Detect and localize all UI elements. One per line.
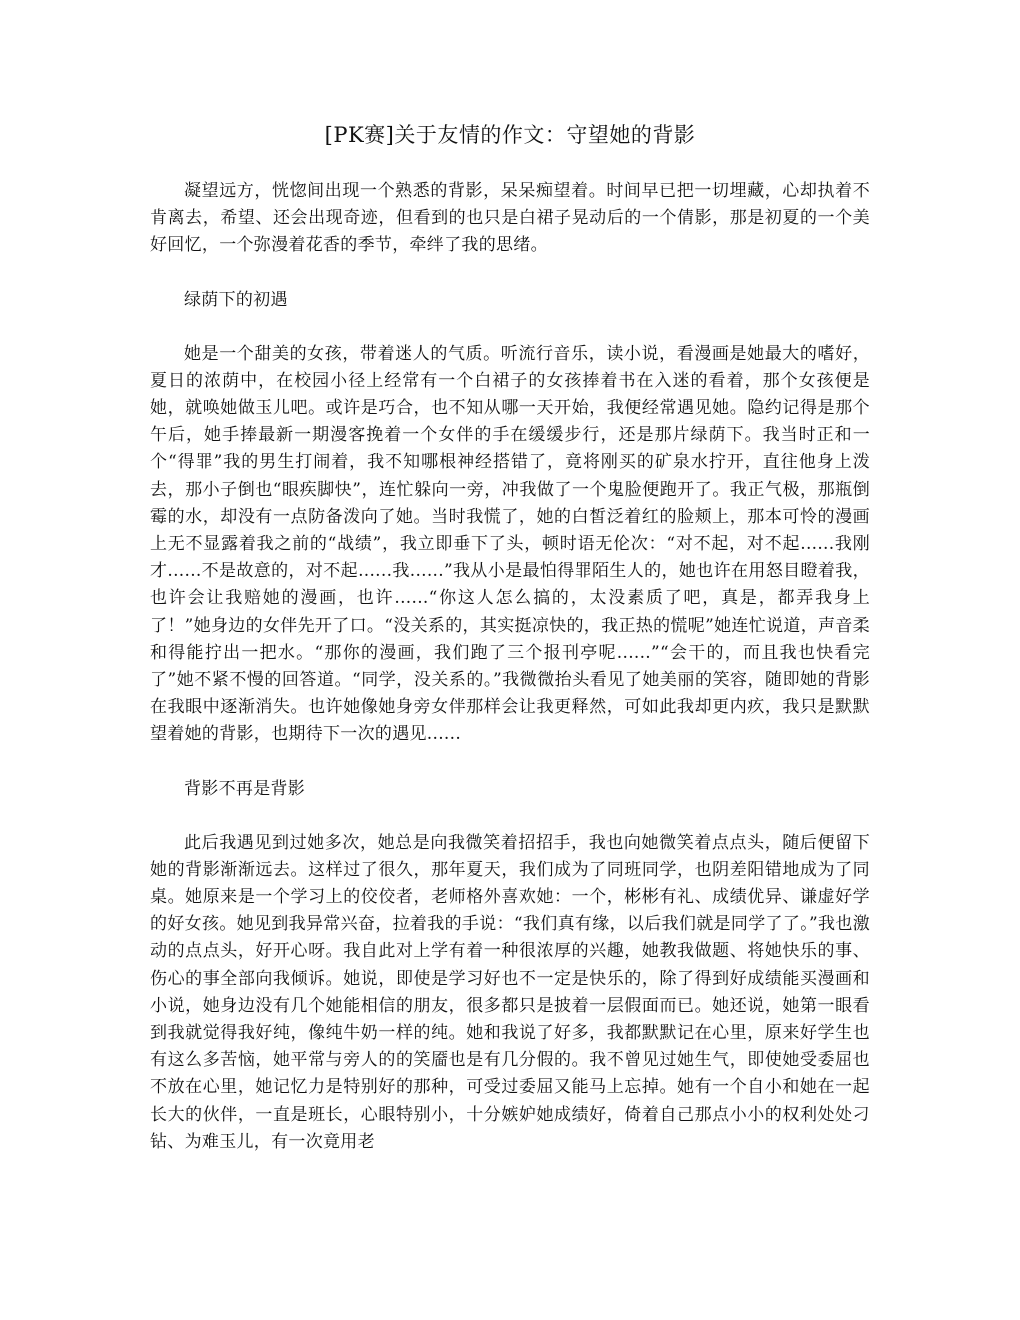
section-heading-first-meeting: 绿荫下的初遇 bbox=[184, 289, 288, 310]
document-title: [PK赛]关于友情的作文：守望她的背影 bbox=[324, 123, 696, 147]
paragraph-first-meeting: 她是一个甜美的女孩，带着迷人的气质。听流行音乐，读小说，看漫画是她最大的嗜好，夏日的浓荫中，在校园小径上经常有一个白裙子的女孩捧着书在入迷的看着，那个女孩便是她，就唤她做玉儿吧。或许是巧合，也不知从哪一天开始，我便经常遇见她。隐约记得是那个午后，她手捧最新一期漫客挽着一个女伴的手在缓缓步行，还是那片绿荫下。我当时正和一个“得罪”我的男生打闹着，我不知哪根神经搭错了，竟将刚买的矿泉水拧开，直往他身上泼去，那小子倒也“眼疾脚快”，连忙躲向一旁，冲我做了一个鬼脸便跑开了。我正气极，那瓶倒霉的水，却没有一点防备泼向了她。当时我慌了，她的白皙泛着红的脸颊上，那本可怜的漫画上无不显露着我之前的“战绩”，我立即垂下了头，顿时语无伦次：“对不起，对不起......我刚才......不是故意的，对不起......我......”我从小是最怕得罪陌生人的，她也许在用怒目瞪着我，也许会让我赔她的漫画，也许......“你这人怎么搞的，太没素质了吧，真是，都弄我身上了！”她身边的女伴先开了口。“没关系的，其实挺凉快的，我正热的慌呢”她连忙说道，声音柔和得能拧出一把水。“那你的漫画，我们跑了三个报刊亭呢......”“会干的，而且我也快看完了”她不紧不慢的回答道。“同学，没关系的。”我微微抬头看见了她美丽的笑容，随即她的背影在我眼中逐渐消失。也许她像她身旁女伴那样会让我更释然，可如此我却更内疚，我只是默默望着她的背影，也期待下一次的遇见...... bbox=[150, 343, 870, 745]
paragraph-classmates: 此后我遇见到过她多次，她总是向我微笑着招招手，我也向她微笑着点点头，随后便留下她的背影渐渐远去。这样过了很久，那年夏天，我们成为了同班同学，也阴差阳错地成为了同桌。她原来是一个学习上的佼佼者，老师格外喜欢她：一个，彬彬有礼、成绩优异、谦虚好学的好女孩。她见到我异常兴奋，拉着我的手说：“我们真有缘，以后我们就是同学了了。”我也激动的点点头，好开心呀。我自此对上学有着一种很浓厚的兴趣，她教我做题、将她快乐的事、伤心的事全部向我倾诉。她说，即使是学习好也不一定是快乐的，除了得到好成绩能买漫画和小说，她身边没有几个她能相信的朋友，很多都只是披着一层假面而已。她还说，她第一眼看到我就觉得我好纯，像纯牛奶一样的纯。她和我说了好多，我都默默记在心里，原来好学生也有这么多苦恼，她平常与旁人的的笑靥也是有几分假的。我不曾见过她生气，即使她受委屈也不放在心里，她记忆力是特别好的那种，可受过委屈又能马上忘掉。她有一个自小和她在一起长大的伙伴，一直是班长，心眼特别小，十分嫉妒她成绩好，倚着自己那点小小的权利处处刁钻、为难玉儿，有一次竟用老 bbox=[150, 832, 870, 1152]
section-heading-no-longer-back: 背影不再是背影 bbox=[184, 778, 306, 799]
paragraph-intro: 凝望远方，恍惚间出现一个熟悉的背影，呆呆痴望着。时间早已把一切埋藏，心却执着不肯离去，希望、还会出现奇迹，但看到的也只是白裙子晃动后的一个倩影，那是初夏的一个美好回忆，一个弥漫着花香的季节，牵绊了我的思绪。 bbox=[150, 181, 870, 256]
document-page bbox=[150, 118, 870, 1183]
